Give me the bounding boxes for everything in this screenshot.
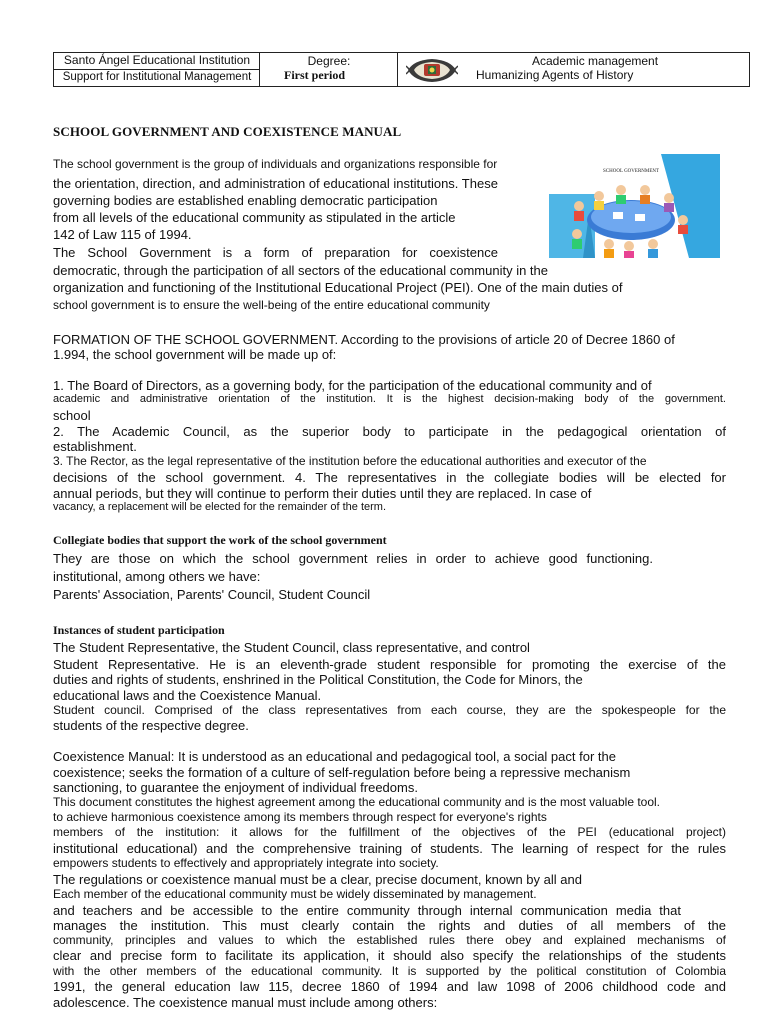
intro-line: 142 of Law 115 of 1994. bbox=[53, 227, 192, 242]
period-label: First period bbox=[284, 68, 345, 82]
instances-line: educational laws and the Coexistence Manual. bbox=[53, 688, 322, 703]
document-header-table bbox=[53, 52, 750, 87]
formation-line: FORMATION OF THE SCHOOL GOVERNMENT. According to the provisions of article 20 of Decree 1860 of bbox=[53, 332, 675, 347]
manual-line: coexistence; seeks the formation of a culture of self-regulation before being a repressive mechanism bbox=[53, 765, 631, 780]
manual-line: empowers students to effectively and appropriately integrate into society. bbox=[53, 856, 439, 870]
degree-label: Degree: bbox=[307, 54, 351, 68]
formation-line: academic and administrative orientation of the institution. It is the highest decision-making body of the government. bbox=[53, 393, 726, 405]
manual-line: and teachers and be accessible to the entire community through internal communication media that bbox=[53, 903, 681, 918]
instances-line: duties and rights of students, enshrined in the Political Constitution, the Code for Minors, the bbox=[53, 672, 583, 687]
school-government-illustration bbox=[549, 154, 720, 258]
manual-line: This document constitutes the highest agreement among the educational community and is the most valuable tool. bbox=[53, 795, 661, 809]
manual-line: to achieve harmonious coexistence among its members through respect for everyone's rights bbox=[53, 810, 547, 824]
collegiate-line: They are those on which the school government relies in order to achieve good functioning. bbox=[53, 551, 653, 566]
institution-logo bbox=[406, 56, 458, 84]
manual-line: manages the institution. This must clearly contain the rights and duties of all members of the bbox=[53, 918, 726, 933]
formation-line: decisions of the school government. 4. The representatives in the collegiate bodies will be elected for bbox=[53, 470, 726, 485]
formation-line: 1. The Board of Directors, as a governing body, for the participation of the educational community and of bbox=[53, 378, 652, 393]
formation-line: 2. The Academic Council, as the superior body to participate in the pedagogical orientation of bbox=[53, 424, 726, 439]
collegiate-line: institutional, among others we have: bbox=[53, 569, 261, 584]
intro-line: school government is to ensure the well-being of the entire educational community bbox=[53, 298, 490, 312]
formation-line: vacancy, a replacement will be elected for the remainder of the term. bbox=[53, 501, 387, 513]
instances-line: students of the respective degree. bbox=[53, 718, 249, 733]
manual-line: Each member of the educational community must be widely disseminated by management. bbox=[53, 887, 537, 901]
instances-line: Student council. Comprised of the class representatives from each course, they are the spokespeople for the bbox=[53, 703, 726, 717]
support-label: Support for Institutional Management bbox=[62, 71, 252, 83]
institution-name: Santo Ángel Educational Institution bbox=[54, 53, 260, 70]
intro-line: from all levels of the educational community as stipulated in the article bbox=[53, 210, 456, 225]
document-title: SCHOOL GOVERNMENT AND COEXISTENCE MANUAL bbox=[53, 124, 402, 139]
instances-line: Student Representative. He is an eleventh-grade student responsible for promoting the exercise of the bbox=[53, 657, 726, 672]
manual-line: community, principles and values to which the established rules there obey and explained mechanisms of bbox=[53, 933, 726, 947]
intro-line: organization and functioning of the Institutional Educational Project (PEI). One of the main duties of bbox=[53, 280, 623, 295]
manual-line: adolescence. The coexistence manual must include among others: bbox=[53, 995, 438, 1010]
formation-line: 1.994, the school government will be made up of: bbox=[53, 347, 337, 362]
management-cell bbox=[398, 53, 749, 86]
manual-line: The regulations or coexistence manual must be a clear, precise document, known by all and bbox=[53, 872, 582, 887]
collegiate-line: Parents' Association, Parents' Council, Student Council bbox=[53, 587, 371, 602]
area-label: Academic management bbox=[532, 54, 659, 68]
formation-line: establishment. bbox=[53, 439, 137, 454]
degree-cell bbox=[260, 53, 398, 86]
motto-label: Humanizing Agents of History bbox=[476, 68, 634, 82]
manual-line: 1991, the general education law 115, decree 1860 of 1994 and law 1098 of 2006 childhood code and bbox=[53, 979, 726, 994]
intro-line: democratic, through the participation of all sectors of the educational community in the bbox=[53, 263, 548, 278]
formation-line: 3. The Rector, as the legal representative of the institution before the educational authorities and executor of the bbox=[53, 454, 647, 468]
manual-line: institutional educational) and the comprehensive training of students. The learning of respect for the rules bbox=[53, 841, 726, 856]
collegiate-heading: Collegiate bodies that support the work of the school government bbox=[53, 533, 387, 547]
intro-line: governing bodies are established enabling democratic participation bbox=[53, 193, 438, 208]
instances-line: The Student Representative, the Student Council, class representative, and control bbox=[53, 640, 530, 655]
formation-line: school bbox=[53, 408, 91, 423]
manual-line: Coexistence Manual: It is understood as an educational and pedagogical tool, a social pact for the bbox=[53, 749, 616, 764]
manual-line: sanctioning, to guarantee the enjoyment of individual freedoms. bbox=[53, 780, 418, 795]
manual-line: clear and precise form to facilitate its application, it should also specify the relationships of the students bbox=[53, 948, 726, 963]
manual-line: with the other members of the educational community. It is supported by the political constitution of Colombia bbox=[53, 964, 726, 978]
intro-line: the orientation, direction, and administration of educational institutions. These bbox=[53, 176, 498, 191]
manual-line: members of the institution: it allows for the fulfillment of the objectives of the PEI (educational project) bbox=[53, 825, 726, 839]
institution-cell bbox=[54, 53, 260, 86]
formation-line: annual periods, but they will continue to perform their duties until they are replaced. In case of bbox=[53, 486, 592, 501]
intro-line: The school government is the group of individuals and organizations responsible for bbox=[53, 157, 498, 171]
illustration-caption: SCHOOL GOVERNMENT bbox=[603, 169, 660, 174]
intro-line: The School Government is a form of preparation for coexistence bbox=[53, 245, 498, 260]
instances-heading: Instances of student participation bbox=[53, 623, 225, 637]
